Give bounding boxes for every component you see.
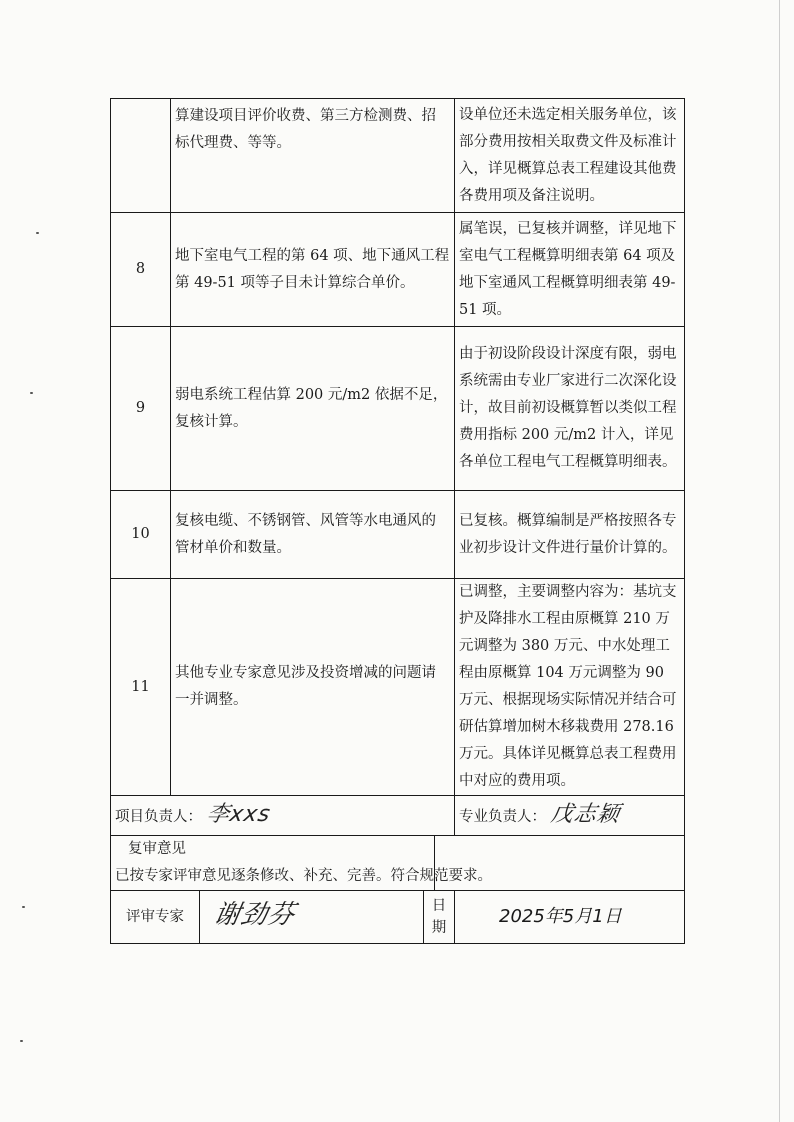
- expert-comment: 其他专业专家意见涉及投资增减的问题请一并调整。: [171, 579, 455, 796]
- expert-row: [111, 891, 685, 944]
- row-number: 8: [111, 213, 171, 327]
- specialty-lead-cell: [455, 796, 685, 836]
- response: 已调整，主要调整内容为：基坑支护及降排水工程由原概算 210 万元调整为 380 万元、中水处理工程由原概算 104 万元调整为 90 万元、根据现场实际情况并结合可研估算增加树木移栽费用 278.16 万元。具体详见概算总表工程费用中对应的费用项。: [455, 579, 685, 796]
- response: 由于初设阶段设计深度有限，弱电系统需由专业厂家进行二次深化设计，故目前初设概算暂以类似工程费用指标 200 元/m2 计入，详见各单位工程电气工程概算明细表。: [455, 327, 685, 491]
- expert-label: 评审专家: [111, 891, 200, 943]
- row-number: 11: [111, 579, 171, 796]
- expert-comment: 地下室电气工程的第 64 项、地下通风工程第 49-51 项等子目未计算综合单价。: [171, 213, 455, 327]
- recheck-label: 复审意见: [128, 841, 186, 857]
- date-label-1: 日: [431, 898, 447, 914]
- recheck-cell: [111, 836, 492, 891]
- scan-speck: [30, 392, 33, 394]
- table-row: [111, 491, 685, 579]
- recheck-row: [111, 836, 685, 891]
- specialty-lead-label: 专业负责人：: [459, 808, 546, 825]
- expert-signature-area: [200, 899, 423, 933]
- date-label: [423, 891, 454, 943]
- expert-cell: [111, 891, 455, 944]
- page-edge: [779, 0, 780, 1122]
- table-row: [111, 579, 685, 796]
- table-row: [111, 99, 685, 213]
- date-label-2: 期: [431, 920, 447, 936]
- expert-signature: 谢劲芬: [211, 899, 298, 930]
- expert-comment: 复核电缆、不锈钢管、风管等水电通风的管材单价和数量。: [171, 491, 455, 579]
- scan-speck: [20, 1040, 23, 1042]
- response: 已复核。概算编制是严格按照各专业初步设计文件进行量价计算的。: [455, 491, 685, 579]
- project-lead-cell: [111, 796, 455, 836]
- project-lead-signature: 李xxs: [204, 801, 273, 827]
- response: 属笔误，已复核并调整，详见地下室电气工程概算明细表第 64 项及地下室通风工程概算明细表第 49-51 项。: [455, 213, 685, 327]
- project-lead-label: 项目负责人：: [115, 808, 202, 825]
- signature-row: [111, 796, 685, 836]
- expert-comment: 算建设项目评价收费、第三方检测费、招标代理费、等等。: [171, 99, 455, 213]
- review-table: [110, 98, 685, 944]
- review-date: 2025年5月1日: [499, 905, 622, 927]
- date-cell: [455, 891, 685, 944]
- scan-speck: [22, 906, 25, 908]
- response: 设单位还未选定相关服务单位，该部分费用按相关取费文件及标准计入，详见概算总表工程建设其他费各费用项及备注说明。: [455, 99, 685, 213]
- table-row: [111, 213, 685, 327]
- scan-speck: [36, 232, 39, 234]
- row-number: [111, 99, 171, 213]
- row-number: 10: [111, 491, 171, 579]
- table-row: [111, 327, 685, 491]
- row-number: 9: [111, 327, 171, 491]
- specialty-lead-signature: 戊志颖: [548, 801, 622, 827]
- expert-comment: 弱电系统工程估算 200 元/m2 依据不足，复核计算。: [171, 327, 455, 491]
- recheck-text: 已按专家评审意见逐条修改、补充、完善。符合规范要求。: [115, 868, 492, 884]
